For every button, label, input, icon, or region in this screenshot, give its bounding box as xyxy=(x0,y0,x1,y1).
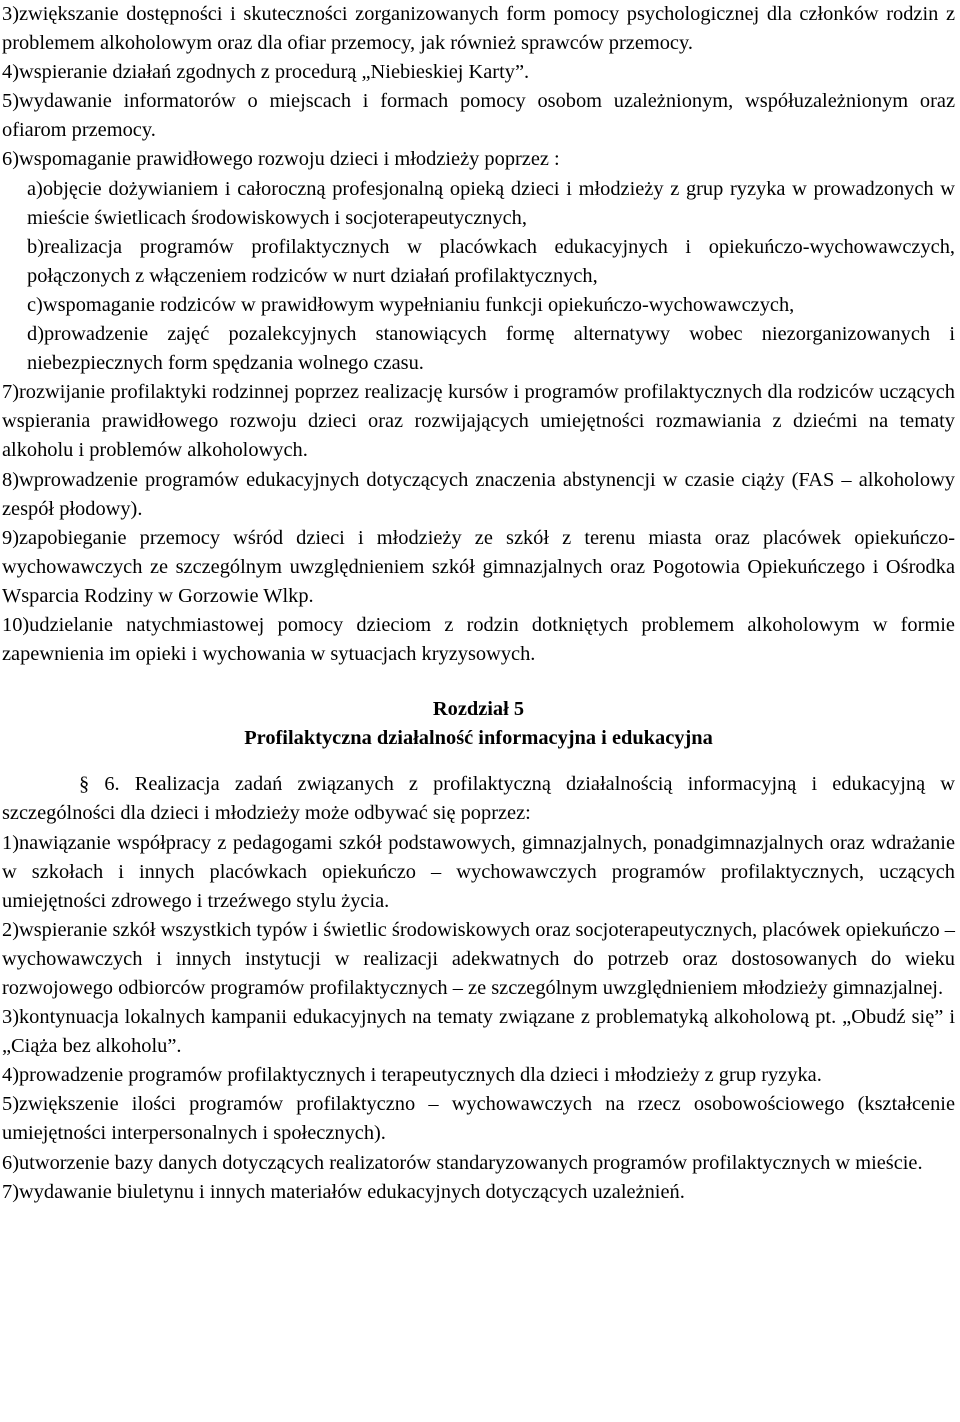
sub-list-item: d)prowadzenie zajęć pozalekcyjnych stanowiących formę alternatywy wobec niezorganizowanych i niebezpiecznych form spędzania wolnego czasu. xyxy=(27,323,955,375)
list-item: 1)nawiązanie współpracy z pedagogami szkół podstawowych, gimnazjalnych, ponadgimnazjalnych oraz wdrażanie w szkołach i innych placówkach opiekuńczo – wychowawczych programów profilaktycznych, uczących umiejętności zdrowego i trzeźwego stylu życia. xyxy=(2,831,955,912)
spacer xyxy=(2,669,955,695)
sub-list xyxy=(2,175,955,379)
list-item: 4)prowadzenie programów profilaktycznych i terapeutycznych dla dzieci i młodzieży z grup ryzyka. xyxy=(2,1064,822,1087)
sub-list-item: c)wspomaganie rodziców w prawidłowym wypełnianiu funkcji opiekuńczo-wychowawczych, xyxy=(27,293,795,316)
education-task-list xyxy=(2,829,955,1207)
list-item: 4)wspieranie działań zgodnych z procedurą „Niebieskiej Karty”. xyxy=(2,61,530,84)
list-item: 3)zwiększanie dostępności i skuteczności zorganizowanych form pomocy psychologicznej dla członków rodzin z problemem alkoholowym oraz dla ofiar przemocy, jak również sprawców przemocy. xyxy=(2,3,955,55)
section-intro: § 6. Realizacja zadań związanych z profilaktyczną działalnością informacyjną i edukacyjną w szczególności dla dzieci i młodzieży może odbywać się poprzez: xyxy=(2,773,955,825)
list-item: 7)wydawanie biuletynu i innych materiałów edukacyjnych dotyczących uzależnień. xyxy=(2,1180,685,1203)
list-item: 6)utworzenie bazy danych dotyczących realizatorów standaryzowanych programów profilaktycznych w mieście. xyxy=(2,1151,923,1174)
chapter-title: Profilaktyczna działalność informacyjna i edukacyjna xyxy=(244,727,713,750)
list-item: 9)zapobieganie przemocy wśród dzieci i młodzieży ze szkół z terenu miasta oraz placówek opiekuńczo-wychowawczych ze szczególnym uwzględnieniem szkół gimnazjalnych oraz Pogotowia Opiekuńczego i Ośrodka Wsparcia Rodziny w Gorzowie Wlkp. xyxy=(2,526,955,607)
list-item: 5)wydawanie informatorów o miejscach i formach pomocy osobom uzależnionym, współuzależnionym oraz ofiarom przemocy. xyxy=(2,90,955,142)
chapter-heading xyxy=(2,695,955,753)
list-item: 3)kontynuacja lokalnych kampanii edukacyjnych na tematy związane z problematyką alkoholową pt. „Obudź się” i „Ciąża bez alkoholu”. xyxy=(2,1006,955,1058)
task-list-continued xyxy=(2,0,955,175)
task-list-remaining xyxy=(2,378,955,669)
sub-list-item: b)realizacja programów profilaktycznych w placówkach edukacyjnych i opiekuńczo-wychowawczych, połączonych z włączeniem rodziców w nurt działań profilaktycznych, xyxy=(27,235,955,287)
list-item: 7)rozwijanie profilaktyki rodzinnej poprzez realizację kursów i programów profilaktycznych dla rodziców uczących wspierania prawidłowego rozwoju dzieci oraz rozwijających umiejętności rozmawiania z dziećmi na tematy alkoholu i problemów alkoholowych. xyxy=(2,381,955,462)
list-item: 2)wspieranie szkół wszystkich typów i świetlic środowiskowych oraz socjoterapeutycznych, placówek opiekuńczo – wychowawczych i innych instytucji w realizacji adekwatnych do potrzeb oraz dostosowanych do wieku rozwojowego odbiorców programów profilaktycznych – ze szczególnym uwzględnieniem młodzieży gimnazjalnej. xyxy=(2,918,955,999)
chapter-number: Rozdział 5 xyxy=(432,698,525,721)
list-item: 10)udzielanie natychmiastowej pomocy dzieciom z rodzin dotkniętych problemem alkoholowym w formie zapewnienia im opieki i wychowania w sytuacjach kryzysowych. xyxy=(2,613,955,666)
list-item: 5)zwiększenie ilości programów profilaktyczno – wychowawczych na rzecz osobowościowego (kształcenie umiejętności interpersonalnych i społecznych). xyxy=(2,1093,955,1145)
list-item: 6)wspomaganie prawidłowego rozwoju dzieci i młodzieży poprzez : xyxy=(2,148,560,171)
spacer xyxy=(2,753,955,770)
list-item: 8)wprowadzenie programów edukacyjnych dotyczących znaczenia abstynencji w czasie ciąży (FAS – alkoholowy zespół płodowy). xyxy=(2,468,955,520)
sub-list-item: a)objęcie dożywianiem i całoroczną profesjonalną opieką dzieci i młodzieży z grup ryzyka w prowadzonych w mieście świetlicach środowiskowych i socjoterapeutycznych, xyxy=(27,177,955,229)
